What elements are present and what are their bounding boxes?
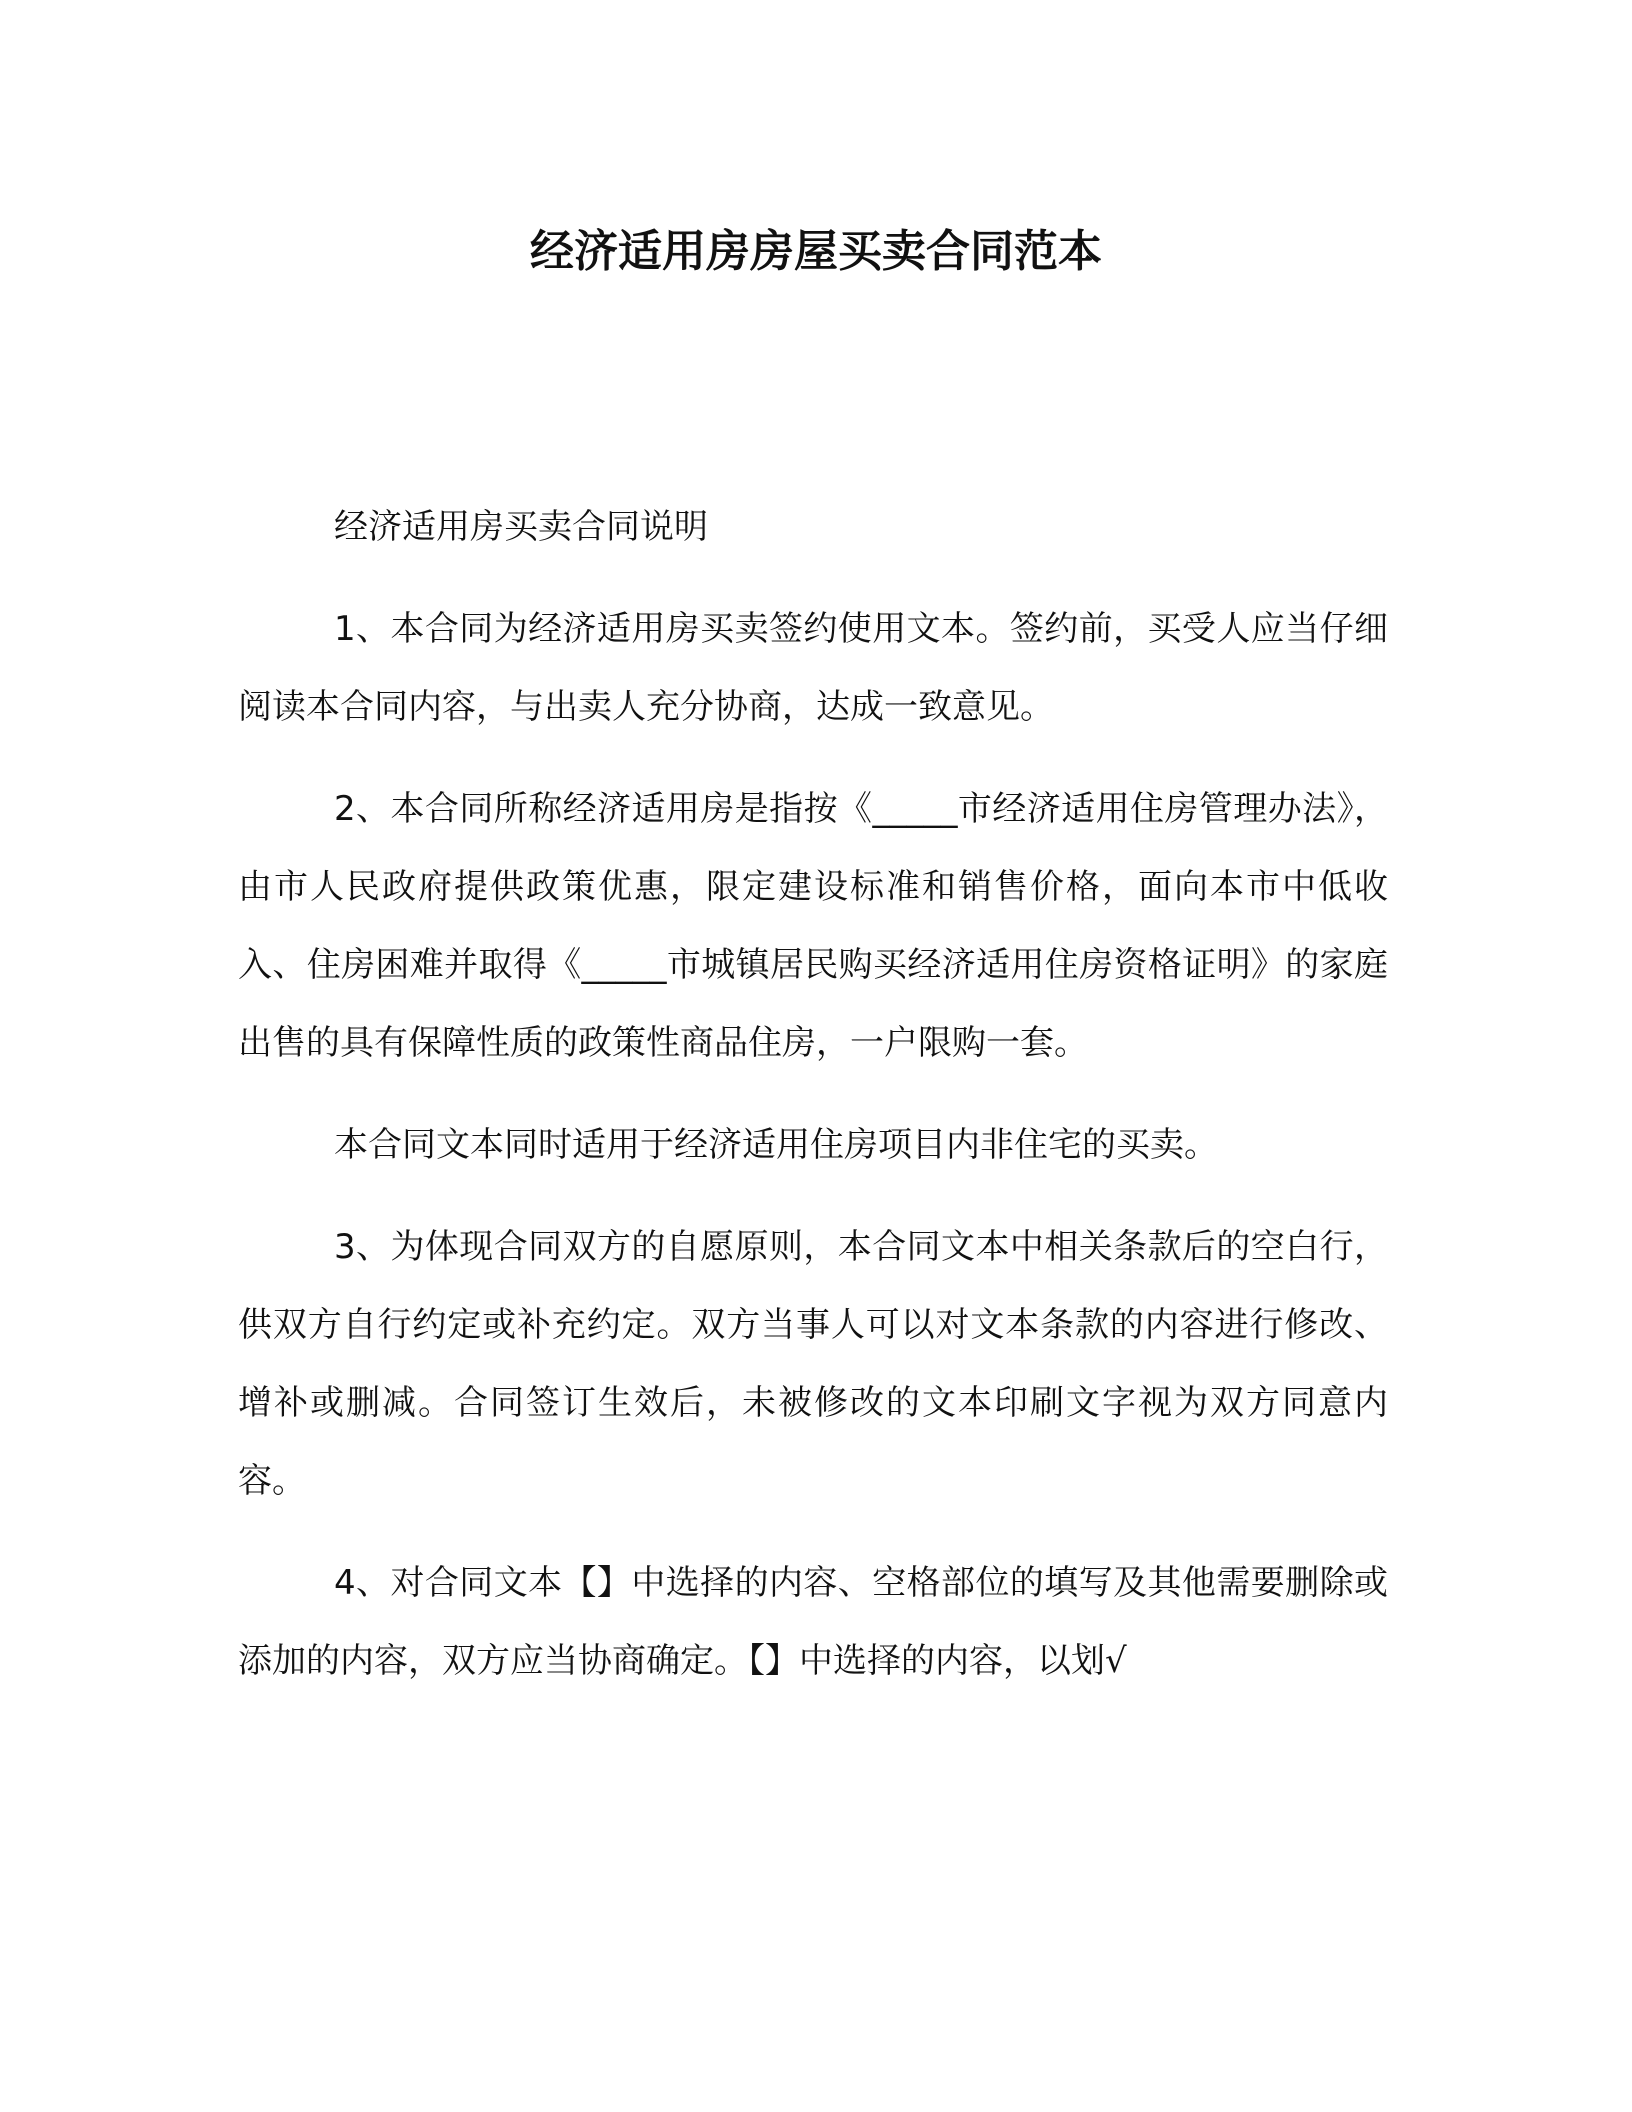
paragraph-4: 4、对合同文本【】中选择的内容、空格部位的填写及其他需要删除或添加的内容，双方应当协商确定。【】中选择的内容，以划√ — [238, 1563, 1388, 1681]
paragraph-2: 2、本合同所称经济适用房是指按《_____市经济适用住房管理办法》，由市人民政府提供政策优惠，限定建设标准和销售价格，面向本市中低收入、住房困难并取得《_____市城镇居民购买经济适用住房资格证明》的家庭出售的具有保障性质的政策性商品住房，一户限购一套。 — [238, 789, 1388, 1063]
document-title: 经济适用房房屋买卖合同范本 — [530, 226, 1102, 277]
document-body — [238, 488, 1388, 1724]
paragraph-1: 1、本合同为经济适用房买卖签约使用文本。签约前，买受人应当仔细阅读本合同内容，与出卖人充分协商，达成一致意见。 — [238, 609, 1388, 727]
paragraph-2-note: 本合同文本同时适用于经济适用住房项目内非住宅的买卖。 — [334, 1125, 1218, 1165]
section-heading: 经济适用房买卖合同说明 — [334, 507, 708, 547]
paragraph-3: 3、为体现合同双方的自愿原则，本合同文本中相关条款后的空白行，供双方自行约定或补充约定。双方当事人可以对文本条款的内容进行修改、增补或删减。合同签订生效后，未被修改的文本印刷文字视为双方同意内容。 — [238, 1227, 1388, 1501]
